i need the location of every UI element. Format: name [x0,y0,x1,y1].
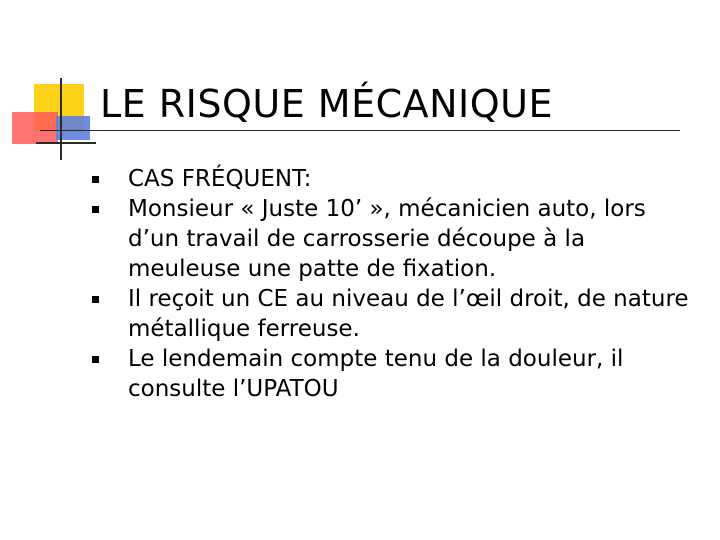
bullet-text: Le lendemain compte tenu de la douleur, il consulte l’UPATOU [128,346,624,402]
title-divider [40,130,680,131]
square-bullet-icon [92,176,99,183]
slide-logo [0,0,100,170]
square-bullet-icon [92,356,99,363]
bullet-text: CAS FRÉQUENT: [128,166,312,192]
bullet-item [92,164,692,194]
logo-vertical-line [60,78,62,160]
square-bullet-icon [92,296,99,303]
logo-horizontal-line [36,142,96,144]
slide-title: LE RISQUE MÉCANIQUE [100,82,553,126]
bullet-item [92,344,692,404]
bullet-list [92,164,692,404]
bullet-item [92,284,692,344]
bullet-text: Monsieur « Juste 10’ », mécanicien auto, lors d’un travail de carrosserie découpe à la meuleuse une patte de fixation. [128,196,646,282]
bullet-text: Il reçoit un CE au niveau de l’œil droit, de nature métallique ferreuse. [128,286,689,342]
bullet-item [92,194,692,284]
square-bullet-icon [92,206,99,213]
logo-red-square [12,112,58,144]
